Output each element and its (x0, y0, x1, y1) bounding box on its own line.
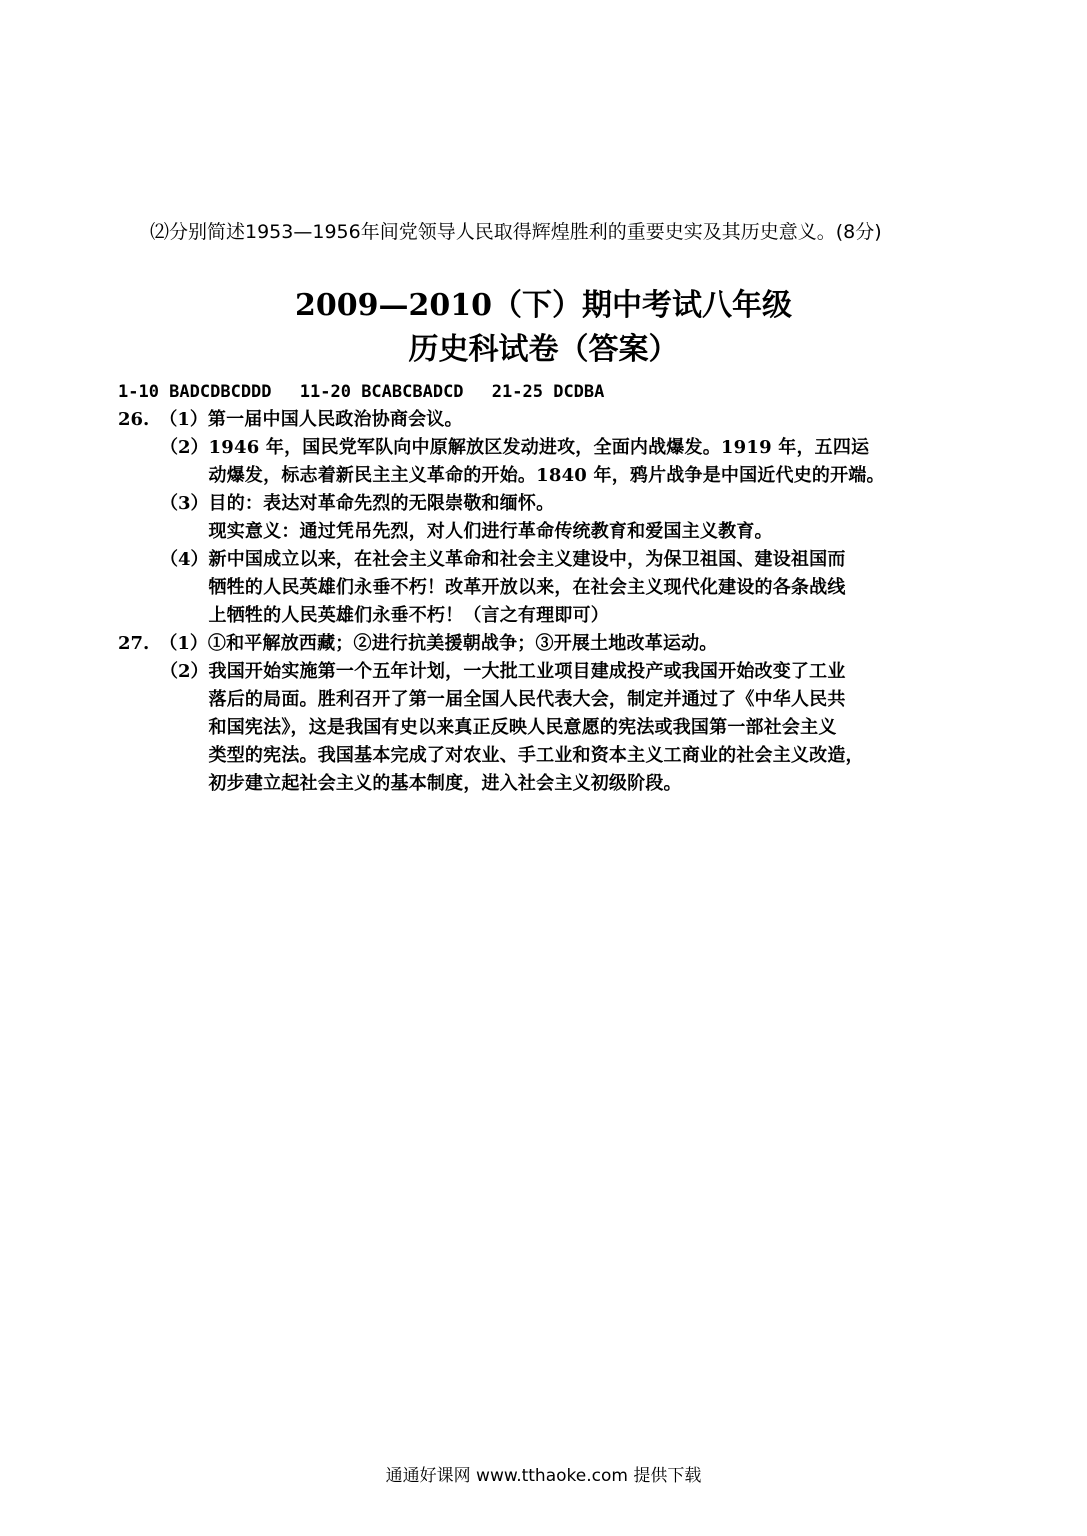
page-footer: 通通好课网 www.tthaoke.com 提供下载 (385, 1466, 702, 1486)
answer-line: 动爆发，标志着新民主主义革命的开始。1840 年，鸦片战争是中国近代史的开端。 (208, 465, 885, 486)
answer-line: 1946 年，国民党军队向中原解放区发动进攻，全面内战爆发。1919 年，五四运 (208, 437, 870, 458)
part-text (208, 406, 978, 434)
question-27-part-2 (160, 658, 978, 798)
answer-line: 新中国成立以来，在社会主义革命和社会主义建设中，为保卫祖国、建设祖国而 (208, 549, 846, 570)
part-text (209, 658, 978, 798)
part-label: （2） (160, 661, 209, 682)
question-number: 27. (118, 633, 150, 654)
part-label: （2） (160, 437, 209, 458)
mc-answers-1-10: 1-10 BADCDBCDDD (118, 382, 272, 402)
part-text (209, 490, 978, 546)
question-26-part-4 (160, 546, 978, 630)
answer-line: 牺牲的人民英雄们永垂不朽！改革开放以来，在社会主义现代化建设的各条战线 (208, 577, 846, 598)
previous-question-text: ⑵分别简述1953—1956年间党领导人民取得辉煌胜利的重要史实及其历史意义。(8分) (150, 221, 882, 243)
answer-line: 上牺牲的人民英雄们永垂不朽！（言之有理即可） (208, 605, 609, 626)
part-label: （1） (159, 409, 208, 430)
answer-line: 我国开始实施第一个五年计划，一大批工业项目建成投产或我国开始改变了工业 (208, 661, 846, 682)
part-label: （4） (160, 549, 209, 570)
question-27-answer (118, 630, 978, 798)
part-text (209, 546, 978, 630)
answer-line: 落后的局面。胜利召开了第一届全国人民代表大会，制定并通过了《中华人民共 (208, 689, 846, 710)
answer-line: 目的：表达对革命先烈的无限崇敬和缅怀。 (208, 493, 555, 514)
answer-line: 和国宪法》，这是我国有史以来真正反映人民意愿的宪法或我国第一部社会主义 (208, 717, 837, 738)
mc-answers-21-25: 21-25 DCDBA (491, 382, 605, 402)
question-26-part-2 (160, 434, 978, 490)
part-text (209, 434, 978, 490)
answer-line: ①和平解放西藏；②进行抗美援朝战争；③开展土地改革运动。 (207, 633, 718, 654)
question-26-answer (118, 406, 978, 630)
part-label: （3） (160, 493, 209, 514)
answer-line: 第一届中国人民政治协商会议。 (207, 409, 463, 430)
question-26-part-3 (160, 490, 978, 546)
mc-answers-11-20: 11-20 BCABCBADCD (299, 382, 464, 402)
answer-line: 初步建立起社会主义的基本制度，进入社会主义初级阶段。 (208, 773, 682, 794)
answer-section (118, 378, 978, 798)
answer-line: 现实意义：通过凭吊先烈，对人们进行革命传统教育和爱国主义教育。 (208, 521, 773, 542)
multiple-choice-answers (118, 378, 978, 406)
question-number: 26. (118, 409, 150, 430)
page-title-line-2: 历史科试卷（答案） (408, 332, 679, 367)
page-title-line-1: 2009—2010（下）期中考试八年级 (295, 288, 792, 323)
part-label: （1） (159, 633, 208, 654)
answer-line: 类型的宪法。我国基本完成了对农业、手工业和资本主义工商业的社会主义改造， (208, 745, 864, 766)
part-text (208, 630, 978, 658)
